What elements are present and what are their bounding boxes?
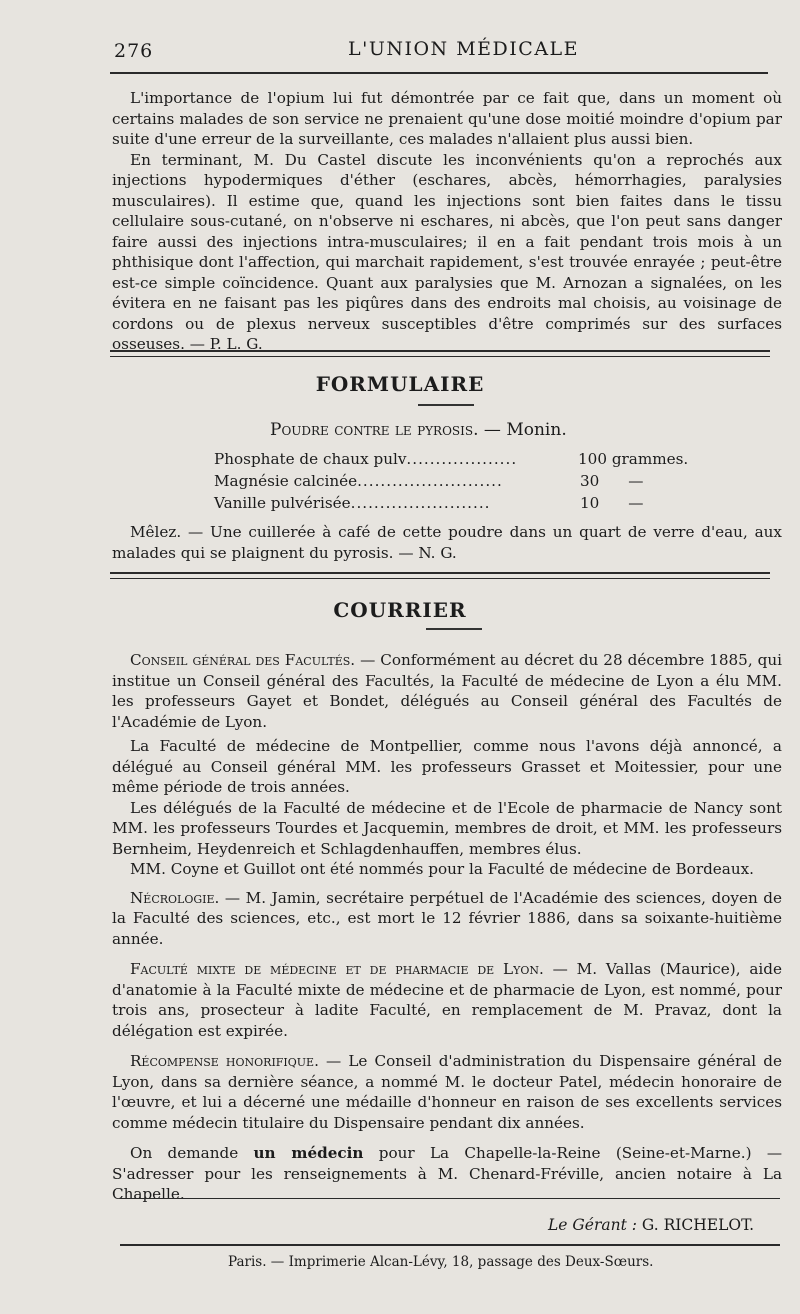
news-item bbox=[112, 798, 782, 860]
news-lead: Nécrologie. bbox=[130, 888, 220, 907]
gerant-signature bbox=[548, 1216, 754, 1234]
news-lead: Conseil général des Facultés. bbox=[130, 651, 356, 669]
ingredient-quantity: 30 — bbox=[580, 472, 644, 490]
notice-highlight: un médecin bbox=[253, 1144, 364, 1162]
recipe-title bbox=[270, 420, 567, 440]
news-item bbox=[112, 888, 782, 950]
running-header bbox=[110, 36, 765, 68]
news-text: — Le Conseil d'administration du Dispensaire général de Lyon, dans sa dernière séance, a nommé M. le docteur Patel, médecin honoraire de l'œuvre, et lui a décerné une médaille d'honneur en raison de ses excellents services comme médecin titulaire du Dispensaire pendant dix années. bbox=[112, 1052, 783, 1132]
journal-title: L'UNION MÉDICALE bbox=[348, 38, 580, 60]
ingredient-quantity: 100 grammes. bbox=[578, 450, 689, 468]
footer-rule bbox=[120, 1198, 780, 1199]
news-text: Les délégués de la Faculté de médecine et de l'Ecole de pharmacie de Nancy sont MM. les professeurs Tourdes et Jacquemin, membres de droit, et MM. les professeurs Bernheim, Heydenreich et Schlagdenhauffen, membres élus. bbox=[112, 798, 782, 858]
news-item bbox=[112, 650, 782, 732]
intro-text bbox=[112, 88, 782, 355]
ingredient-name: Vanille pulvérisée bbox=[214, 494, 351, 512]
notice-text: On demande bbox=[130, 1144, 254, 1162]
gerant-label: Le Gérant : bbox=[548, 1216, 637, 1234]
header-rule bbox=[110, 72, 768, 74]
leader-dots: ................... bbox=[406, 450, 518, 468]
news-item bbox=[112, 736, 782, 798]
formulaire-heading: FORMULAIRE bbox=[315, 372, 485, 396]
section-divider bbox=[110, 572, 770, 579]
ingredient-name: Magnésie calcinée bbox=[214, 472, 358, 490]
courrier-heading: COURRIER bbox=[333, 598, 467, 622]
recipe-instructions bbox=[112, 522, 782, 563]
footer-rule bbox=[120, 1244, 780, 1246]
news-item bbox=[112, 959, 782, 1041]
section-divider bbox=[110, 350, 770, 357]
heading-underline bbox=[426, 628, 482, 630]
news-item bbox=[112, 859, 782, 880]
ingredient-quantity: 10 — bbox=[580, 494, 644, 512]
news-text: — M. Jamin, secrétaire perpétuel de l'Académie des sciences, doyen de la Faculté des sciences, etc., est mort le 12 février 1886, dans sa soixante-huitième année. bbox=[112, 888, 782, 948]
leader-dots: ........................ bbox=[350, 494, 491, 512]
instructions-paragraph: Mêlez. — Une cuillerée à café de cette poudre dans un quart de verre d'eau, aux malades qui se plaignent du pyrosis. — N. G. bbox=[112, 523, 782, 562]
news-text: — M. Vallas (Maurice), aide d'anatomie à la Faculté mixte de médecine et de pharmacie de Lyon, est nommé, pour trois ans, prosecteur à ladite Faculté, en remplacement de M. Pravaz, dont la délégation est expirée. bbox=[112, 960, 782, 1040]
news-lead: Récompense honorifique. bbox=[130, 1052, 319, 1070]
news-lead: Faculté mixte de médecine et de pharmacie de Lyon. bbox=[130, 960, 544, 978]
intro-paragraph-2: En terminant, M. Du Castel discute les inconvénients qu'on a reprochés aux injections hypodermiques d'éther (eschares, abcès, hémorrhagies, paralysies musculaires). Il estime que, quand les injections sont bien faites dans le tissu cellulaire sous-cutané, on n'observe ni eschares, ni abcès, que l'on peut sans danger faire aussi des injections intra-musculaires; il en a fait pendant trois mois à un phthisique dont l'affection, qui marchait rapidement, s'est trouvée enrayée ; peut-être est-ce simple coïncidence. Quant aux paralysies que M. Arnozan a signalées, on les évitera en ne faisant pas les piqûres dans des endroits mal choisis, au voisinage de cordons ou de plexus nerveux susceptibles d'être comprimés sur des surfaces osseuses. — P. L. G. bbox=[112, 150, 782, 353]
leader-dots: ......................... bbox=[357, 472, 503, 490]
ingredient-line bbox=[214, 494, 491, 512]
recipe-dash: — bbox=[478, 420, 507, 440]
ingredient-line bbox=[214, 472, 503, 490]
gerant-name: G. RICHELOT. bbox=[636, 1216, 755, 1234]
courrier-text bbox=[112, 650, 782, 1205]
news-text: MM. Coyne et Guillot ont été nommés pour la Faculté de médecine de Bordeaux. bbox=[130, 860, 755, 878]
recipe-name: Poudre contre le pyrosis. bbox=[270, 420, 479, 440]
intro-paragraph-1: L'importance de l'opium lui fut démontrée par ce fait que, dans un moment où certains malades de son service ne prenaient qu'une dose moitié moindre d'opium par suite d'une erreur de la surveillante, ces malades n'allaient plus aussi bien. bbox=[112, 89, 782, 148]
job-notice bbox=[112, 1143, 782, 1205]
printer-imprint: Paris. — Imprimerie Alcan-Lévy, 18, passage des Deux-Sœurs. bbox=[228, 1254, 654, 1270]
recipe-author: Monin. bbox=[506, 420, 567, 440]
heading-underline bbox=[418, 404, 474, 406]
notice-text: pour La Chapelle-la-Reine (Seine-et-Marne.) — S'adresser pour les renseignements à M. Chenard-Fréville, ancien notaire à La Chapelle. bbox=[112, 1144, 783, 1203]
page-number: 276 bbox=[114, 40, 154, 62]
ingredient-name: Phosphate de chaux pulv bbox=[214, 450, 407, 468]
news-item bbox=[112, 1051, 782, 1133]
news-text: La Faculté de médecine de Montpellier, comme nous l'avons déjà annoncé, a délégué au Conseil général MM. les professeurs Grasset et Moitessier, pour une même période de trois années. bbox=[112, 737, 782, 796]
ingredient-line bbox=[214, 450, 517, 468]
news-text: — Conformément au décret du 28 décembre 1885, qui institue un Conseil général des Facultés, la Faculté de médecine de Lyon a élu MM. les professeurs Gayet et Bondet, délégués au Conseil général des Facultés de l'Académie de Lyon. bbox=[112, 651, 782, 731]
